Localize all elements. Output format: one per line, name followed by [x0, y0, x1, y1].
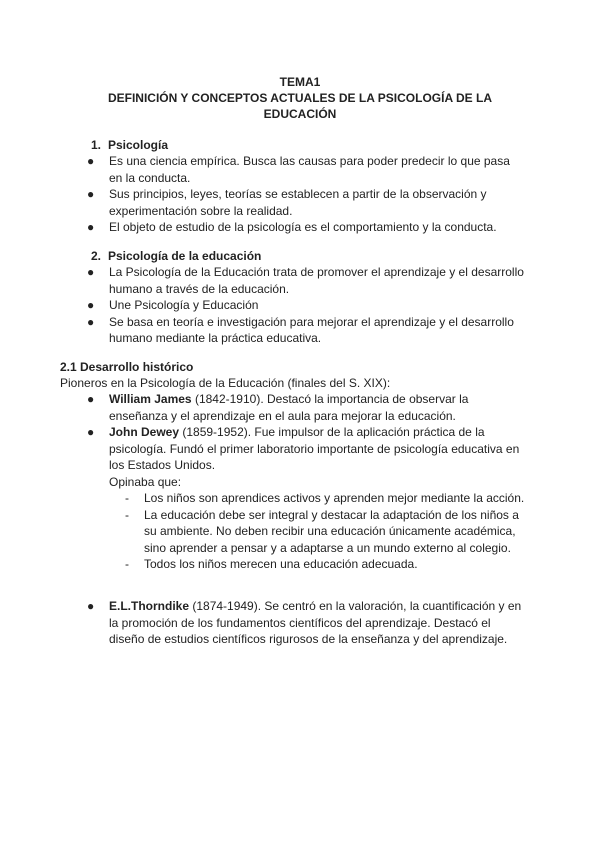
bullet-icon: ●	[87, 265, 95, 279]
list-item: ● Es una ciencia empírica. Busca las causas para poder predecir lo que pasa en la conducta.	[87, 154, 510, 185]
bullet-icon: ●	[87, 220, 95, 234]
list-item: ● La Psicología de la Educación trata de promover el aprendizaje y el desarrollo humano a través de la educación.	[87, 265, 524, 296]
dewey-opinion-label: Opinaba que:	[109, 474, 182, 489]
list-item: - La educación debe ser integral y destacar la adaptación de los niños a su ambiente. No deben recibir una educación únicamente académica, sino aprender a pensar y a adaptarse a un mundo externo al colegio.	[125, 507, 519, 555]
pioneer-item-thorndike: ● E.L.Thorndike (1874-1949). Se centró en la valoración, la cuantificación y en la promoción de los fundamentos científicos del aprendizaje. Destacó el diseño de estudios científicos rigurosos de la enseñanza y del aprendizaje.	[87, 599, 522, 646]
pioneers-list	[84, 391, 529, 573]
dash-icon: -	[125, 491, 129, 505]
title-line-3: EDUCACIÓN	[263, 107, 337, 121]
dash-icon: -	[125, 507, 129, 522]
list-item: ● Se basa en teoría e investigación para mejorar el aprendizaje y el desarrollo humano mediante la práctica educativa.	[87, 314, 514, 345]
list-item: - Los niños son aprendices activos y aprenden mejor mediante la acción.	[125, 491, 525, 505]
list-item: ● Sus principios, leyes, teorías se establecen a partir de la observación y experimentación sobre la realidad.	[87, 187, 487, 218]
list-item: ● Une Psicología y Educación	[87, 298, 259, 312]
section-2-1-heading: 2.1 Desarrollo histórico	[60, 360, 194, 374]
bullet-icon: ●	[87, 154, 95, 168]
section-2-1-intro: Pioneros en la Psicología de la Educación (finales del S. XIX):	[60, 376, 391, 390]
bullet-icon: ●	[87, 314, 95, 329]
list-item: - Todos los niños merecen una educación adecuada.	[125, 557, 418, 571]
pioneer-item-james: ● William James (1842-1910). Destacó la importancia de observar la enseñanza y el aprendizaje en el aula para mejorar la educación.	[87, 392, 469, 423]
section-1-heading	[91, 137, 168, 154]
section-1-number: 1.	[91, 138, 102, 152]
list-item: ● El objeto de estudio de la psicología es el comportamiento y la conducta.	[87, 220, 497, 234]
pioneers-list-continued	[84, 598, 529, 648]
dewey-opinions-list	[109, 490, 529, 573]
bullet-icon: ●	[87, 425, 95, 439]
bullet-icon: ●	[87, 298, 95, 312]
title-line-2: DEFINICIÓN Y CONCEPTOS ACTUALES DE LA PSICOLOGÍA DE LA	[107, 91, 493, 105]
section-1-title: Psicología	[108, 138, 169, 152]
section-2-list	[84, 264, 529, 347]
section-2-heading	[91, 248, 261, 265]
bullet-icon: ●	[87, 392, 95, 406]
document-title	[90, 74, 510, 122]
dash-icon: -	[125, 557, 129, 571]
pioneer-item-dewey: ● John Dewey (1859-1952). Fue impulsor de la aplicación práctica de la psicología. Fundó el primer laboratorio importante de psicología educativa en los Estados Unidos. Opinaba que: - Los niños son aprendices activos y aprenden mejor mediante la acción. - La educación debe ser integral y destacar la adaptación de los niños a su ambiente. No deben recibir una educación únicamente académica, sino aprender a pensar y a adaptarse a un mundo externo al colegio. - Todos los niños merecen una educación adecuada.	[84, 424, 529, 573]
section-1-list	[84, 153, 524, 236]
title-line-1: TEMA1	[279, 75, 321, 89]
section-2-title: Psicología de la educación	[108, 249, 262, 263]
section-2-number: 2.	[91, 249, 102, 263]
bullet-icon: ●	[87, 187, 95, 201]
bullet-icon: ●	[87, 599, 95, 613]
